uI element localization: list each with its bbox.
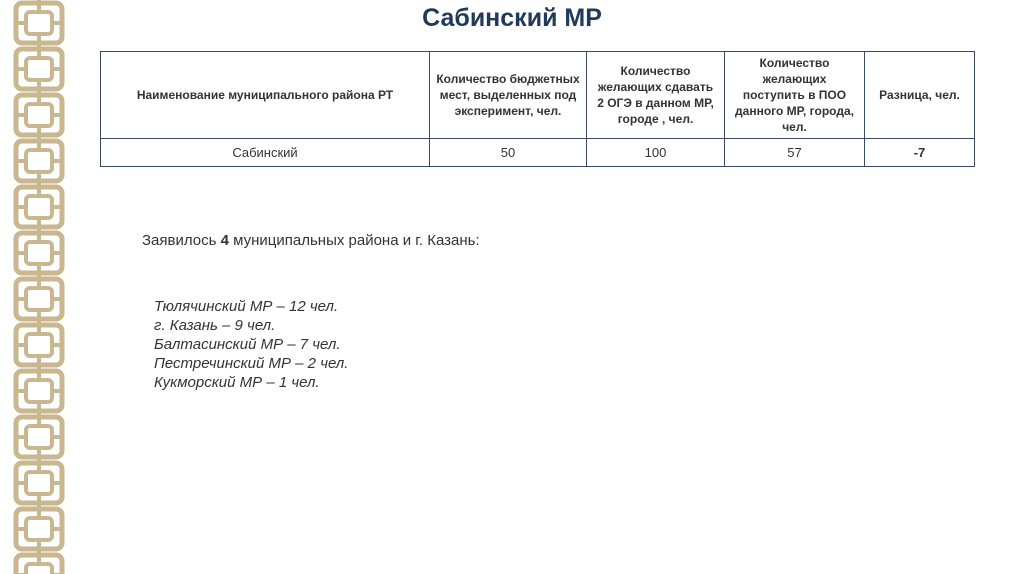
intro-count: 4 xyxy=(220,232,229,249)
list-item: Кукморский МР – 1 чел. xyxy=(154,374,320,391)
table-row xyxy=(101,139,975,167)
page-title: Сабинский МР xyxy=(422,4,602,32)
header-difference: Разница, чел. xyxy=(865,52,975,139)
header-district-name: Наименование муниципального района РТ xyxy=(101,52,430,139)
list-item: г. Казань – 9 чел. xyxy=(154,317,276,334)
list-item: Балтасинский МР – 7 чел. xyxy=(154,336,341,353)
cell-want-poo: 57 xyxy=(725,139,865,167)
data-table xyxy=(100,51,975,167)
list-item: Пестречинский МР – 2 чел. xyxy=(154,355,349,372)
table-header-row xyxy=(101,52,975,139)
intro-before: Заявилось xyxy=(142,232,221,249)
header-want-poo: Количество желающих поступить в ПОО данного МР, города, чел. xyxy=(725,52,865,139)
cell-budget-places: 50 xyxy=(430,139,587,167)
list-item: Тюлячинский МР – 12 чел. xyxy=(154,298,339,315)
cell-want-oge: 100 xyxy=(587,139,725,167)
cell-difference: -7 xyxy=(865,139,975,167)
district-list xyxy=(154,297,348,392)
intro-text xyxy=(142,232,480,249)
intro-after: муниципальных района и г. Казань: xyxy=(228,232,480,249)
header-budget-places: Количество бюджетных мест, выделенных под эксперимент, чел. xyxy=(430,52,587,139)
decorative-chain-border xyxy=(12,0,66,574)
cell-district: Сабинский xyxy=(101,139,430,167)
header-want-oge: Количество желающих сдавать 2 ОГЭ в данном МР, городе , чел. xyxy=(587,52,725,139)
